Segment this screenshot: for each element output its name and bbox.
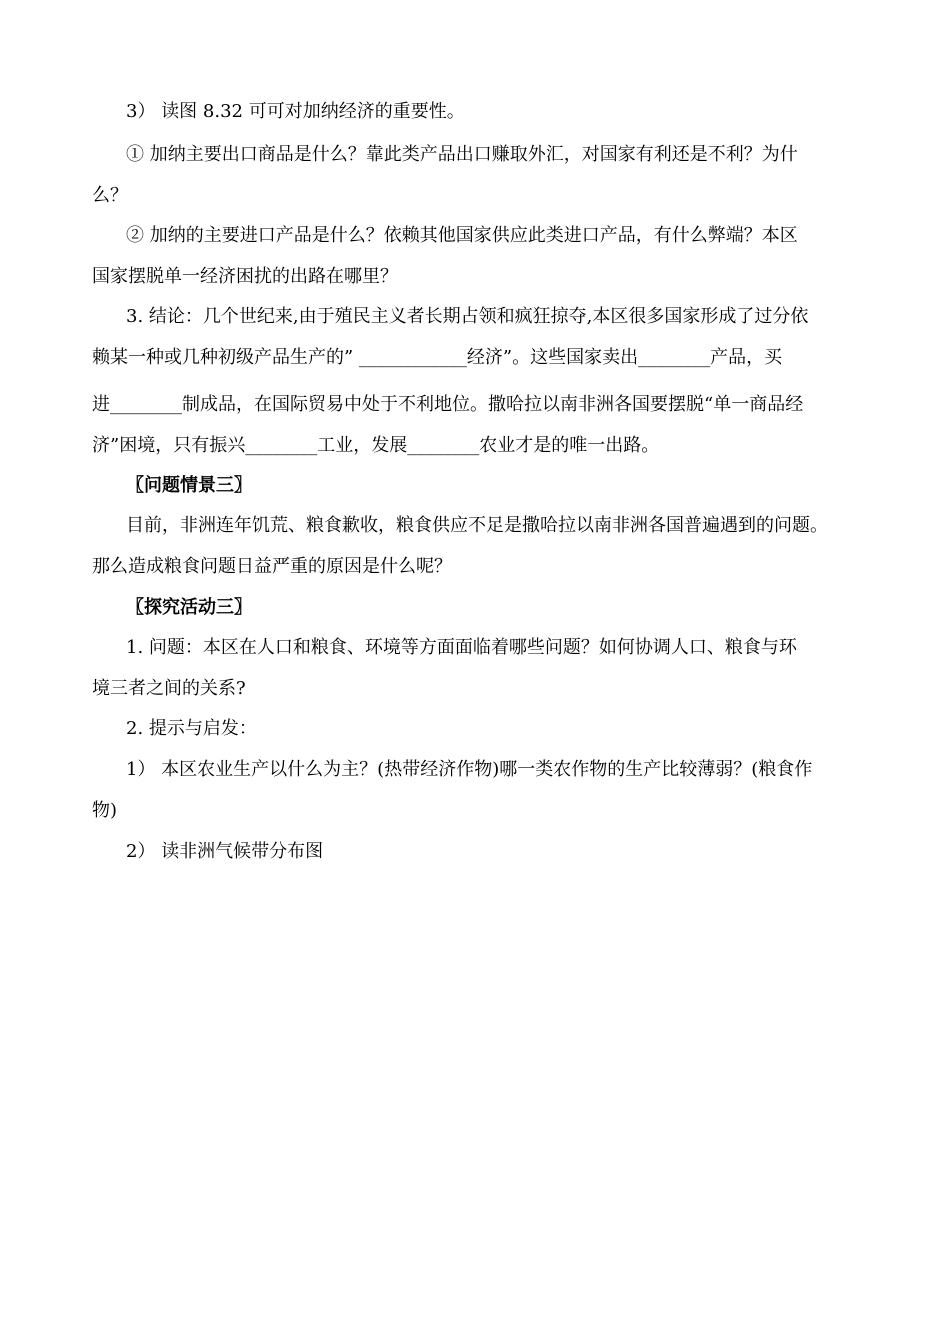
text-line-hints: 2. 提示与启发： [126,718,257,739]
section-heading-activity-3: 〖探究活动三〗 [126,597,252,618]
text-line-conclusion: 3. 结论：几个世纪来,由于殖民主义者长期占领和疯狂掠夺,本区很多国家形成了过分依 [126,306,809,327]
text-line-activity-question-cont: 境三者之间的关系? [92,678,246,699]
text-line-scenario-body: 目前，非洲连年饥荒、粮食歉收，粮食供应不足是撒哈拉以南非洲各国普遍遇到的问题。 [126,515,828,536]
text-line-conclusion-cont-3: 济”困境，只有振兴________工业，发展________农业才是的唯一出路。 [92,435,660,456]
section-heading-scenario-3: 〖问题情景三〗 [126,475,252,496]
text-line-hint-1-cont: 物) [92,800,118,821]
text-line-question-2-cont: 国家摆脱单一经济困扰的出路在哪里？ [92,266,398,287]
text-line-conclusion-cont-1: 赖某一种或几种初级产品生产的” ____________经济”。这些国家卖出________产品，买 [92,347,783,368]
text-line-question-2: ② 加纳的主要进口产品是什么？依赖其他国家供应此类进口产品，有什么弊端？本区 [126,225,798,246]
text-line-activity-question: 1. 问题：本区在人口和粮食、环境等方面面临着哪些问题？如何协调人口、粮食与环 [126,637,797,658]
text-line-hint-1: 1） 本区农业生产以什么为主？(热带经济作物)哪一类农作物的生产比较薄弱？(粮食作 [126,759,813,780]
text-line-hint-2: 2） 读非洲气候带分布图 [126,841,324,862]
text-line-question-1-cont: 么？ [92,185,128,206]
text-line-scenario-body-cont: 那么造成粮食问题日益严重的原因是什么呢？ [92,556,452,577]
text-line-question-1: ① 加纳主要出口商品是什么？靠此类产品出口赚取外汇，对国家有利还是不利？为什 [126,144,798,165]
text-line-conclusion-cont-2: 进________制成品，在国际贸易中处于不利地位。撒哈拉以南非洲各国要摆脱“单一商品经 [92,394,804,415]
text-line-item-3: 3） 读图 8.32 可可对加纳经济的重要性。 [126,101,465,122]
